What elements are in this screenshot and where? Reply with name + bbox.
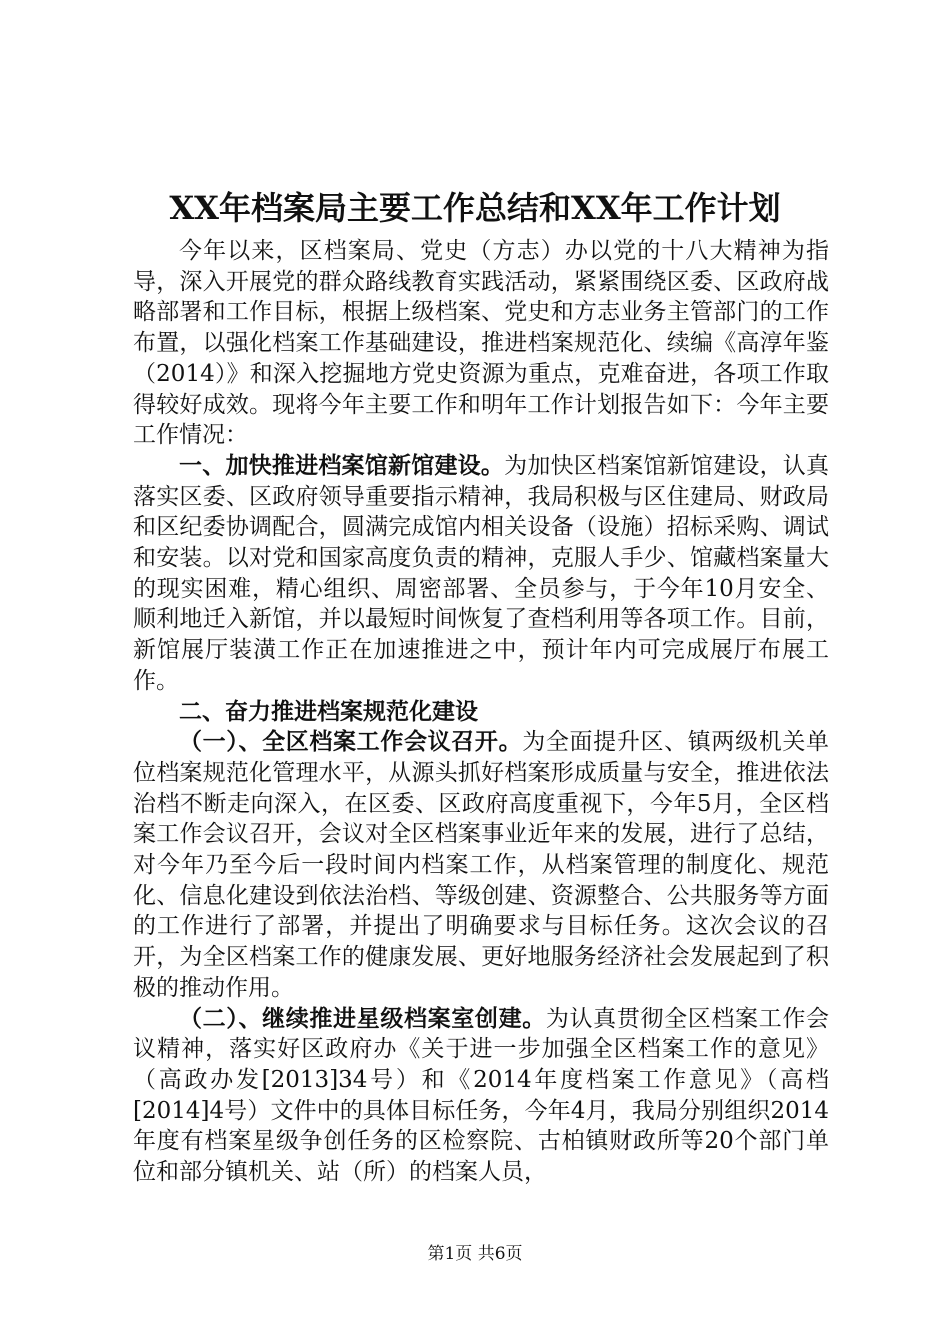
section-2-paragraph <box>133 697 829 728</box>
section-1-text: 为加快区档案馆新馆建设，认真落实区委、区政府领导重要指示精神，我局积极与区住建局、财政局和区纪委协调配合，圆满完成馆内相关设备（设施）招标采购、调试和安装。以对党和国家高度负责的精神，克服人手少、馆藏档案量大的现实困难，精心组织、周密部署、全员参与，于今年10月安全、顺利地迁入新馆，并以最短时间恢复了查档利用等各项工作。目前，新馆展厅装潢工作正在加速推进之中，预计年内可完成展厅布展工作。 <box>133 452 830 694</box>
document-title: XX年档案局主要工作总结和XX年工作计划 <box>169 189 781 227</box>
page-number-footer: 第1页 共6页 <box>427 1244 523 1264</box>
subsection-2-paragraph <box>133 1004 829 1188</box>
subsection-1-paragraph <box>133 727 829 1003</box>
intro-paragraph: 今年以来，区档案局、党史（方志）办以党的十八大精神为指导，深入开展党的群众路线教育实践活动，紧紧围绕区委、区政府战略部署和工作目标，根据上级档案、党史和方志业务主管部门的工作布置，以强化档案工作基础建设，推进档案规范化、续编《高淳年鉴（2014）》和深入挖掘地方党史资源为重点，克难奋进，各项工作取得较好成效。现将今年主要工作和明年工作计划报告如下：今年主要工作情况： <box>133 238 829 449</box>
section-1-heading: 一、加快推进档案馆新馆建设。 <box>179 452 505 479</box>
section-2-heading: 二、奋力推进档案规范化建设 <box>179 698 478 725</box>
subsection-1-text: 为全面提升区、镇两级机关单位档案规范化管理水平，从源头抓好档案形成质量与安全，推进依法治档不断走向深入，在区委、区政府高度重视下，今年5月，全区档案工作会议召开，会议对全区档案事业近年来的发展，进行了总结，对今年乃至今后一段时间内档案工作，从档案管理的制度化、规范化、信息化建设到依法治档、等级创建、资源整合、公共服务等方面的工作进行了部署，并提出了明确要求与目标任务。这次会议的召开，为全区档案工作的健康发展、更好地服务经济社会发展起到了积极的推动作用。 <box>133 729 830 1001</box>
subsection-2-heading: （二）、继续推进星级档案室创建。 <box>179 1005 546 1032</box>
subsection-2-text: 为认真贯彻全区档案工作会议精神，落实好区政府办《关于进一步加强全区档案工作的意见》（高政办发[2013]34号）和《2014年度档案工作意见》（高档[2014]4号）文件中的具体目标任务，今年4月，我局分别组织2014年度有档案星级争创任务的区检察院、古柏镇财政所等20个部门单位和部分镇机关、站（所）的档案人员， <box>133 1005 830 1186</box>
section-1-paragraph <box>133 451 829 697</box>
document-body <box>133 236 829 1188</box>
subsection-1-heading: （一）、全区档案工作会议召开。 <box>179 729 523 756</box>
